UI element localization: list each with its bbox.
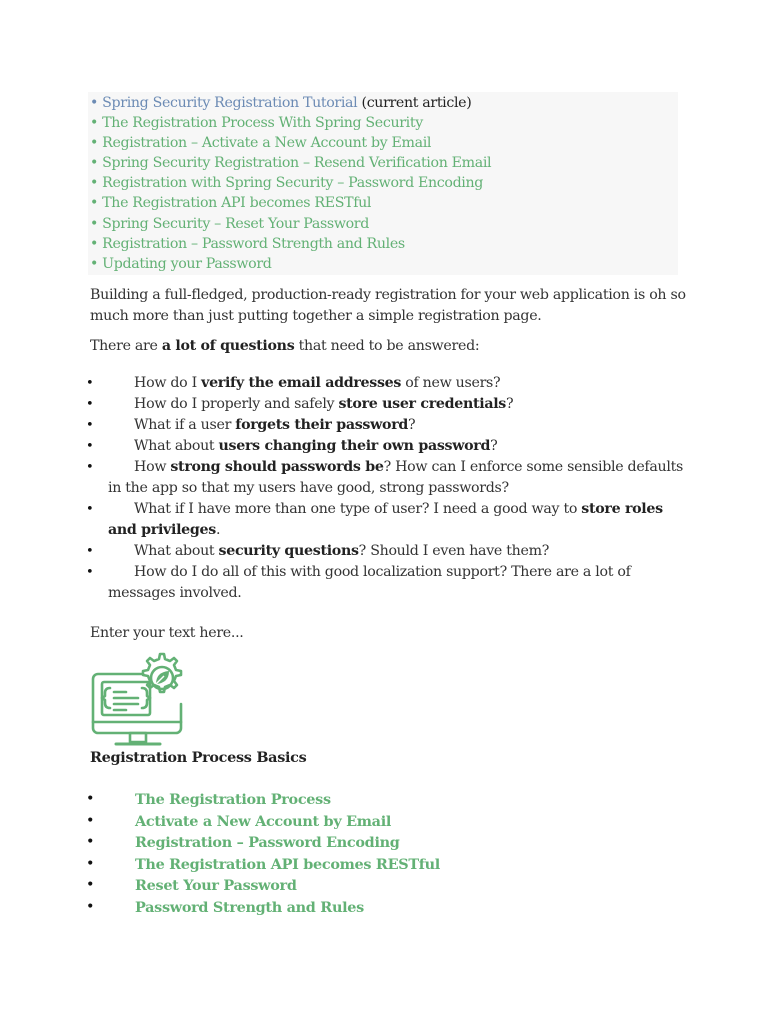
list-item (86, 541, 686, 562)
series-navigation-box (88, 92, 678, 275)
question-text: What if a user (134, 417, 236, 433)
series-link[interactable]: • Updating your Password (90, 255, 272, 272)
question-text: What if I have more than one type of user? I need a good way to (134, 501, 582, 517)
placeholder-text: Enter your text here... (90, 625, 244, 641)
question-text: of new users? (401, 375, 501, 391)
question-text: How do I (134, 375, 202, 391)
basics-link[interactable]: • Reset Your Password (86, 875, 440, 897)
questions-intro-text: that need to be answered: (294, 338, 480, 354)
question-bold: store roles and privileges (108, 501, 663, 538)
list-item (86, 415, 686, 436)
question-text: ? How can I enforce some sensible defaults in the app so that my users have good, strong passwords? (108, 459, 683, 496)
question-bold: strong should passwords be (170, 459, 384, 475)
series-link[interactable]: • Registration – Activate a New Account by Email (90, 135, 432, 152)
question-text: . (215, 522, 221, 538)
basics-link[interactable]: • Password Strength and Rules (86, 897, 440, 919)
questions-intro-bold: a lot of questions (161, 338, 295, 354)
list-item (86, 499, 686, 541)
series-link[interactable]: • Registration – Password Strength and Rules (90, 235, 405, 252)
list-item (86, 373, 686, 394)
code-monitor-gear-leaf-icon (90, 652, 186, 750)
intro-paragraph: Building a full-fledged, production-ready registration for your web application is oh so much more than just putting together a simple registration page. (90, 287, 686, 324)
basics-links-list (86, 789, 440, 919)
question-text: How do I do all of this with good localization support? There are a lot of messages involved. (108, 564, 631, 601)
basics-link[interactable]: • The Registration API becomes RESTful (86, 854, 440, 876)
question-text: How do I properly and safely (134, 396, 339, 412)
list-item (86, 457, 686, 499)
questions-list (86, 373, 686, 604)
list-item (86, 394, 686, 415)
basics-link[interactable]: • The Registration Process (86, 789, 440, 811)
question-text: ? Should I even have them? (358, 543, 550, 559)
question-bold: security questions (218, 543, 359, 559)
question-bold: users changing their own password (218, 438, 491, 454)
question-bold: forgets their password (235, 417, 408, 433)
current-article-note: (current article) (357, 95, 472, 111)
list-item (86, 436, 686, 457)
question-text: What about (134, 438, 219, 454)
list-item (86, 562, 686, 604)
question-text: ? (408, 417, 416, 433)
questions-intro-text: There are (90, 338, 162, 354)
questions-intro (90, 336, 690, 357)
series-link-current[interactable]: • Spring Security Registration Tutorial (90, 95, 358, 111)
basics-link[interactable]: • Activate a New Account by Email (86, 811, 440, 833)
question-bold: verify the email addresses (201, 375, 402, 391)
series-link[interactable]: • Spring Security – Reset Your Password (90, 215, 369, 232)
basics-link[interactable]: • Registration – Password Encoding (86, 832, 440, 854)
series-link[interactable]: • The Registration Process With Spring Security (90, 115, 423, 132)
section-heading: Registration Process Basics (90, 749, 307, 766)
series-link[interactable]: • Spring Security Registration – Resend Verification Email (90, 155, 492, 172)
question-text: What about (134, 543, 219, 559)
question-text: How (134, 459, 171, 475)
question-text: ? (506, 396, 514, 412)
series-item-current[interactable] (90, 93, 678, 113)
series-link[interactable]: • Registration with Spring Security – Password Encoding (90, 175, 484, 192)
series-link[interactable]: • The Registration API becomes RESTful (90, 195, 372, 212)
question-text: ? (490, 438, 498, 454)
question-bold: store user credentials (338, 396, 506, 412)
